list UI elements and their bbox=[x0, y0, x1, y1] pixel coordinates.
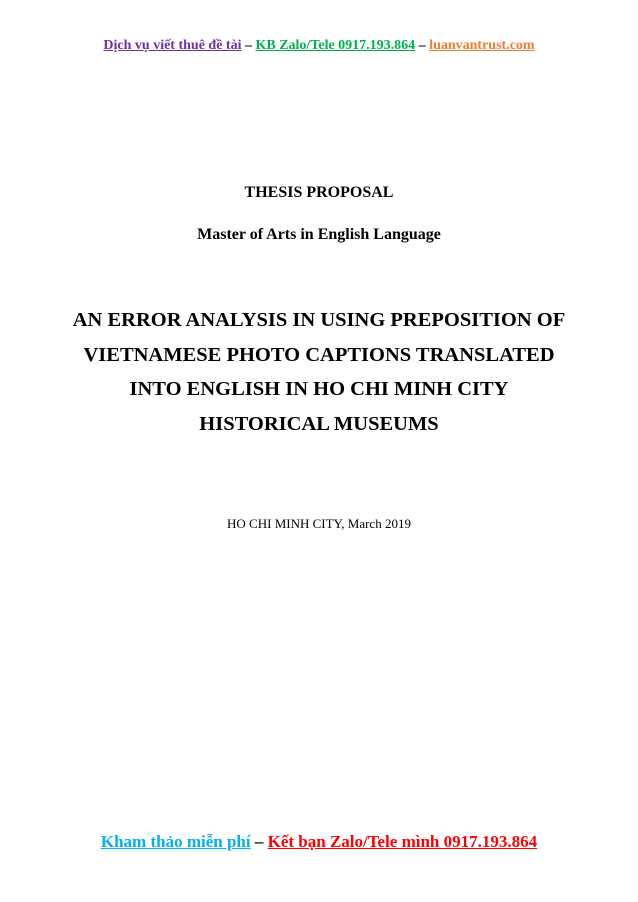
footer-contact-link[interactable]: Kết bạn Zalo/Tele mình 0917.193.864 bbox=[267, 832, 538, 851]
thesis-title-line: VIETNAMESE PHOTO CAPTIONS TRANSLATED bbox=[83, 343, 555, 366]
header-separator: – bbox=[241, 38, 256, 53]
thesis-title bbox=[40, 303, 598, 441]
thesis-title-line: AN ERROR ANALYSIS IN USING PREPOSITION OF bbox=[72, 309, 566, 331]
service-link[interactable]: Dịch vụ viết thuê đề tài bbox=[103, 38, 242, 53]
header-separator: – bbox=[415, 38, 430, 53]
contact-link[interactable]: KB Zalo/Tele 0917.193.864 bbox=[255, 38, 416, 53]
free-reference-link[interactable]: Kham thảo miễn phí bbox=[100, 832, 251, 851]
header-banner bbox=[0, 38, 638, 54]
footer-separator: – bbox=[250, 832, 268, 851]
website-link[interactable]: luanvantrust.com bbox=[429, 38, 535, 53]
place-date: HO CHI MINH CITY, March 2019 bbox=[227, 516, 411, 531]
thesis-title-line: INTO ENGLISH IN HO CHI MINH CITY bbox=[129, 378, 509, 400]
footer-banner bbox=[0, 832, 638, 852]
thesis-title-line: HISTORICAL MUSEUMS bbox=[199, 412, 439, 435]
proposal-label: THESIS PROPOSAL bbox=[244, 184, 394, 201]
degree-title: Master of Arts in English Language bbox=[197, 226, 441, 243]
